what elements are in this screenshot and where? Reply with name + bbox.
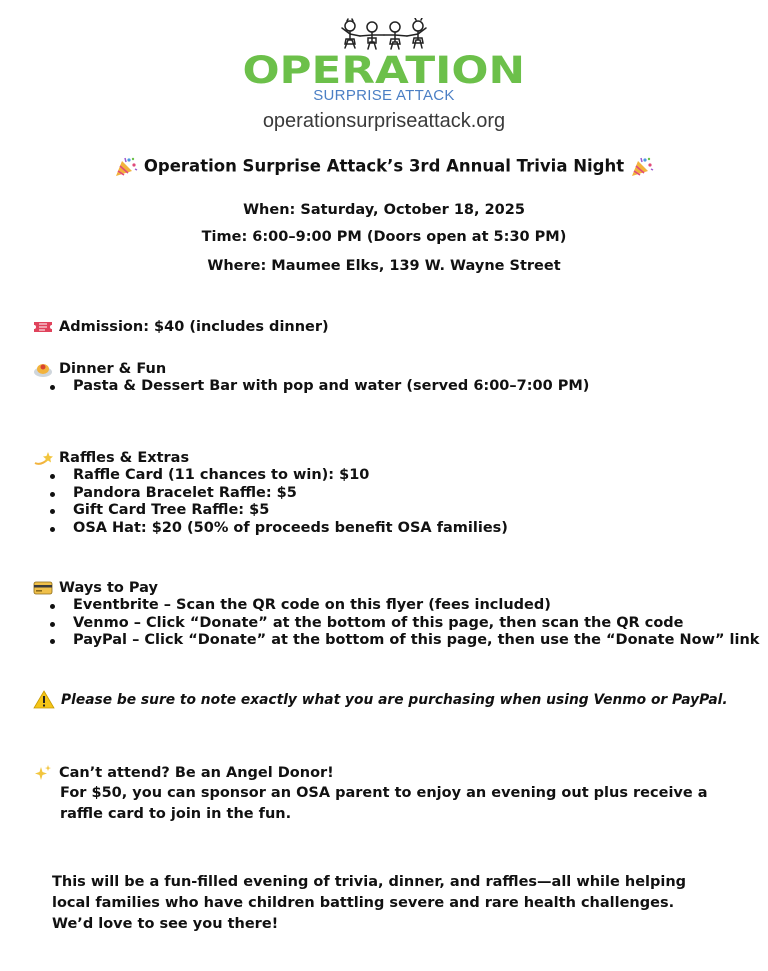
logo <box>0 18 768 104</box>
list-item: Pasta & Dessert Bar with pop and water (served 6:00–7:00 PM) <box>50 378 589 396</box>
logo-wordmark: OPERATION <box>242 49 526 92</box>
note-text: Please be sure to note exactly what you are purchasing when using Venmo or PayPal. <box>61 691 728 708</box>
pay-heading-text: Ways to Pay <box>59 580 158 596</box>
angel-paragraph <box>60 783 708 825</box>
list-item: Eventbrite – Scan the QR code on this flyer (fees included) <box>50 597 759 615</box>
list-item: PayPal – Click “Donate” at the bottom of this page, then use the “Donate Now” link <box>50 632 759 650</box>
dizzy-star-icon <box>33 449 53 467</box>
dinner-list <box>50 378 589 396</box>
kids-holding-hands-icon <box>338 18 430 52</box>
purchase-note <box>33 690 728 709</box>
pay-heading <box>33 579 158 597</box>
sparkles-icon <box>33 764 53 782</box>
closing-paragraph <box>52 872 686 935</box>
title-text: Operation Surprise Attack’s 3rd Annual Trivia Night <box>143 156 625 176</box>
angel-line: For $50, you can sponsor an OSA parent to enjoy an evening out plus receive a <box>60 785 708 801</box>
dinner-heading <box>33 360 166 378</box>
list-item: Pandora Bracelet Raffle: $5 <box>50 485 508 503</box>
list-item: Gift Card Tree Raffle: $5 <box>50 502 508 520</box>
closing-line: local families who have children battling severe and rare health challenges. <box>52 895 675 911</box>
warning-icon <box>33 690 55 709</box>
raffles-heading <box>33 449 189 467</box>
dinner-heading-text: Dinner & Fun <box>59 361 167 377</box>
angel-heading <box>33 764 334 782</box>
pasta-icon <box>33 360 53 378</box>
credit-card-icon <box>33 579 53 597</box>
admission-line <box>33 318 329 336</box>
party-popper-icon <box>630 156 654 178</box>
logo-subtitle: SURPRISE ATTACK <box>313 87 455 104</box>
ticket-icon <box>33 318 53 336</box>
pay-list <box>50 597 759 650</box>
raffles-heading-text: Raffles & Extras <box>59 450 190 466</box>
party-popper-icon <box>114 156 138 178</box>
event-where: Where: Maumee Elks, 139 W. Wayne Street <box>207 258 561 274</box>
page-title <box>0 156 768 178</box>
closing-line: This will be a fun-filled evening of trivia, dinner, and raffles—all while helping <box>52 874 687 890</box>
list-item: Raffle Card (11 chances to win): $10 <box>50 467 508 485</box>
admission-text: Admission: $40 (includes dinner) <box>59 319 329 335</box>
website-url: operationsurpriseattack.org <box>262 110 506 132</box>
raffles-list <box>50 467 508 537</box>
list-item: Venmo – Click “Donate” at the bottom of this page, then scan the QR code <box>50 615 759 633</box>
angel-heading-text: Can’t attend? Be an Angel Donor! <box>59 765 334 781</box>
closing-line: We’d love to see you there! <box>52 916 279 932</box>
event-time: Time: 6:00–9:00 PM (Doors open at 5:30 PM) <box>201 229 567 245</box>
angel-line: raffle card to join in the fun. <box>60 806 292 822</box>
list-item: OSA Hat: $20 (50% of proceeds benefit OSA families) <box>50 520 508 538</box>
event-when: When: Saturday, October 18, 2025 <box>243 202 525 218</box>
